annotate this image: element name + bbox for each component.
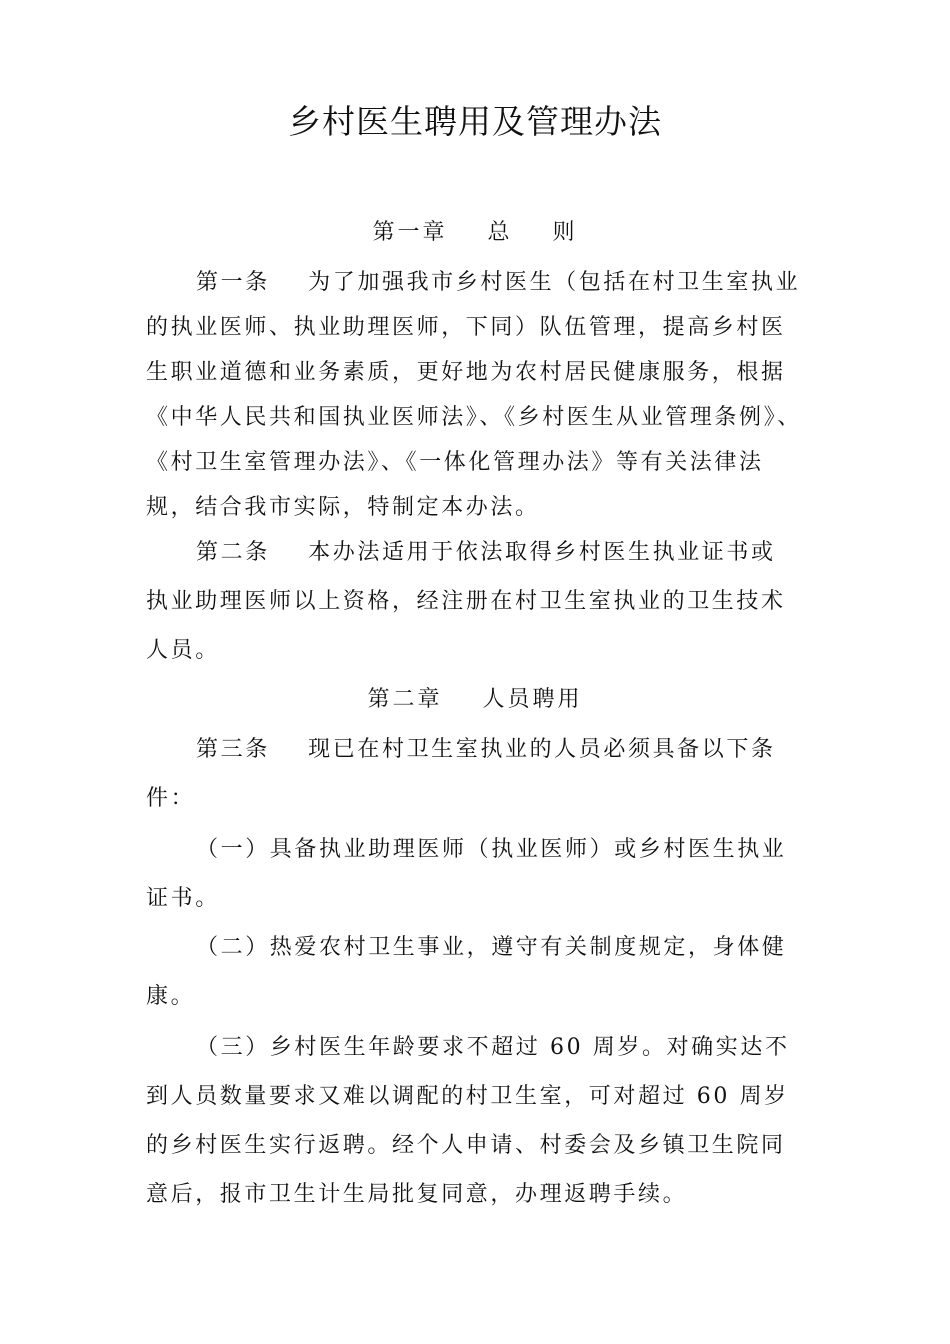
item-2-line: （二）热爱农村卫生事业，遵守有关制度规定，身体健 [196,935,787,960]
article-2-line: 执业助理医师以上资格，经注册在村卫生室执业的卫生技术 [146,589,786,614]
article-2-line: 第二条 本办法适用于依法取得乡村医生执业证书或 [196,540,776,565]
item-1-line: （一）具备执业助理医师（执业医师）或乡村医生执业 [196,837,787,862]
article-1-line: 第一条 为了加强我市乡村医生（包括在村卫生室执业 [196,270,801,295]
article-2-line: 人员。 [146,638,220,663]
item-3-line: 意后，报市卫生计生局批复同意，办理返聘手续。 [146,1182,688,1207]
item-1-line: 证书。 [146,886,220,911]
item-3-line: （三）乡村医生年龄要求不超过 60 周岁。对确实达不 [196,1035,790,1060]
article-3-line: 件： [146,786,196,811]
article-1-line: 生职业道德和业务素质，更好地为农村居民健康服务，根据 [146,360,786,385]
article-1-line: 《村卫生室管理办法》、《一体化管理办法》等有关法律法 [146,450,764,475]
article-1-line: 《中华人民共和国执业医师法》、《乡村医生从业管理条例》、 [146,405,802,430]
document-title: 乡村医生聘用及管理办法 [288,102,662,141]
item-3-line: 的乡村医生实行返聘。经个人申请、村委会及乡镇卫生院同 [146,1133,786,1158]
article-3-line: 第三条 现已在村卫生室执业的人员必须具备以下条 [196,737,776,762]
chapter-heading-2: 第二章 人员聘用 [367,687,583,712]
article-1-line: 的执业医师、执业助理医师，下同）队伍管理，提高乡村医 [146,315,786,340]
item-3-line: 到人员数量要求又难以调配的村卫生室，可对超过 60 周岁 [146,1084,789,1109]
item-2-line: 康。 [146,984,196,1009]
chapter-heading-1: 第一章 总 则 [372,220,578,245]
article-1-line: 规，结合我市实际，特制定本办法。 [146,495,540,520]
